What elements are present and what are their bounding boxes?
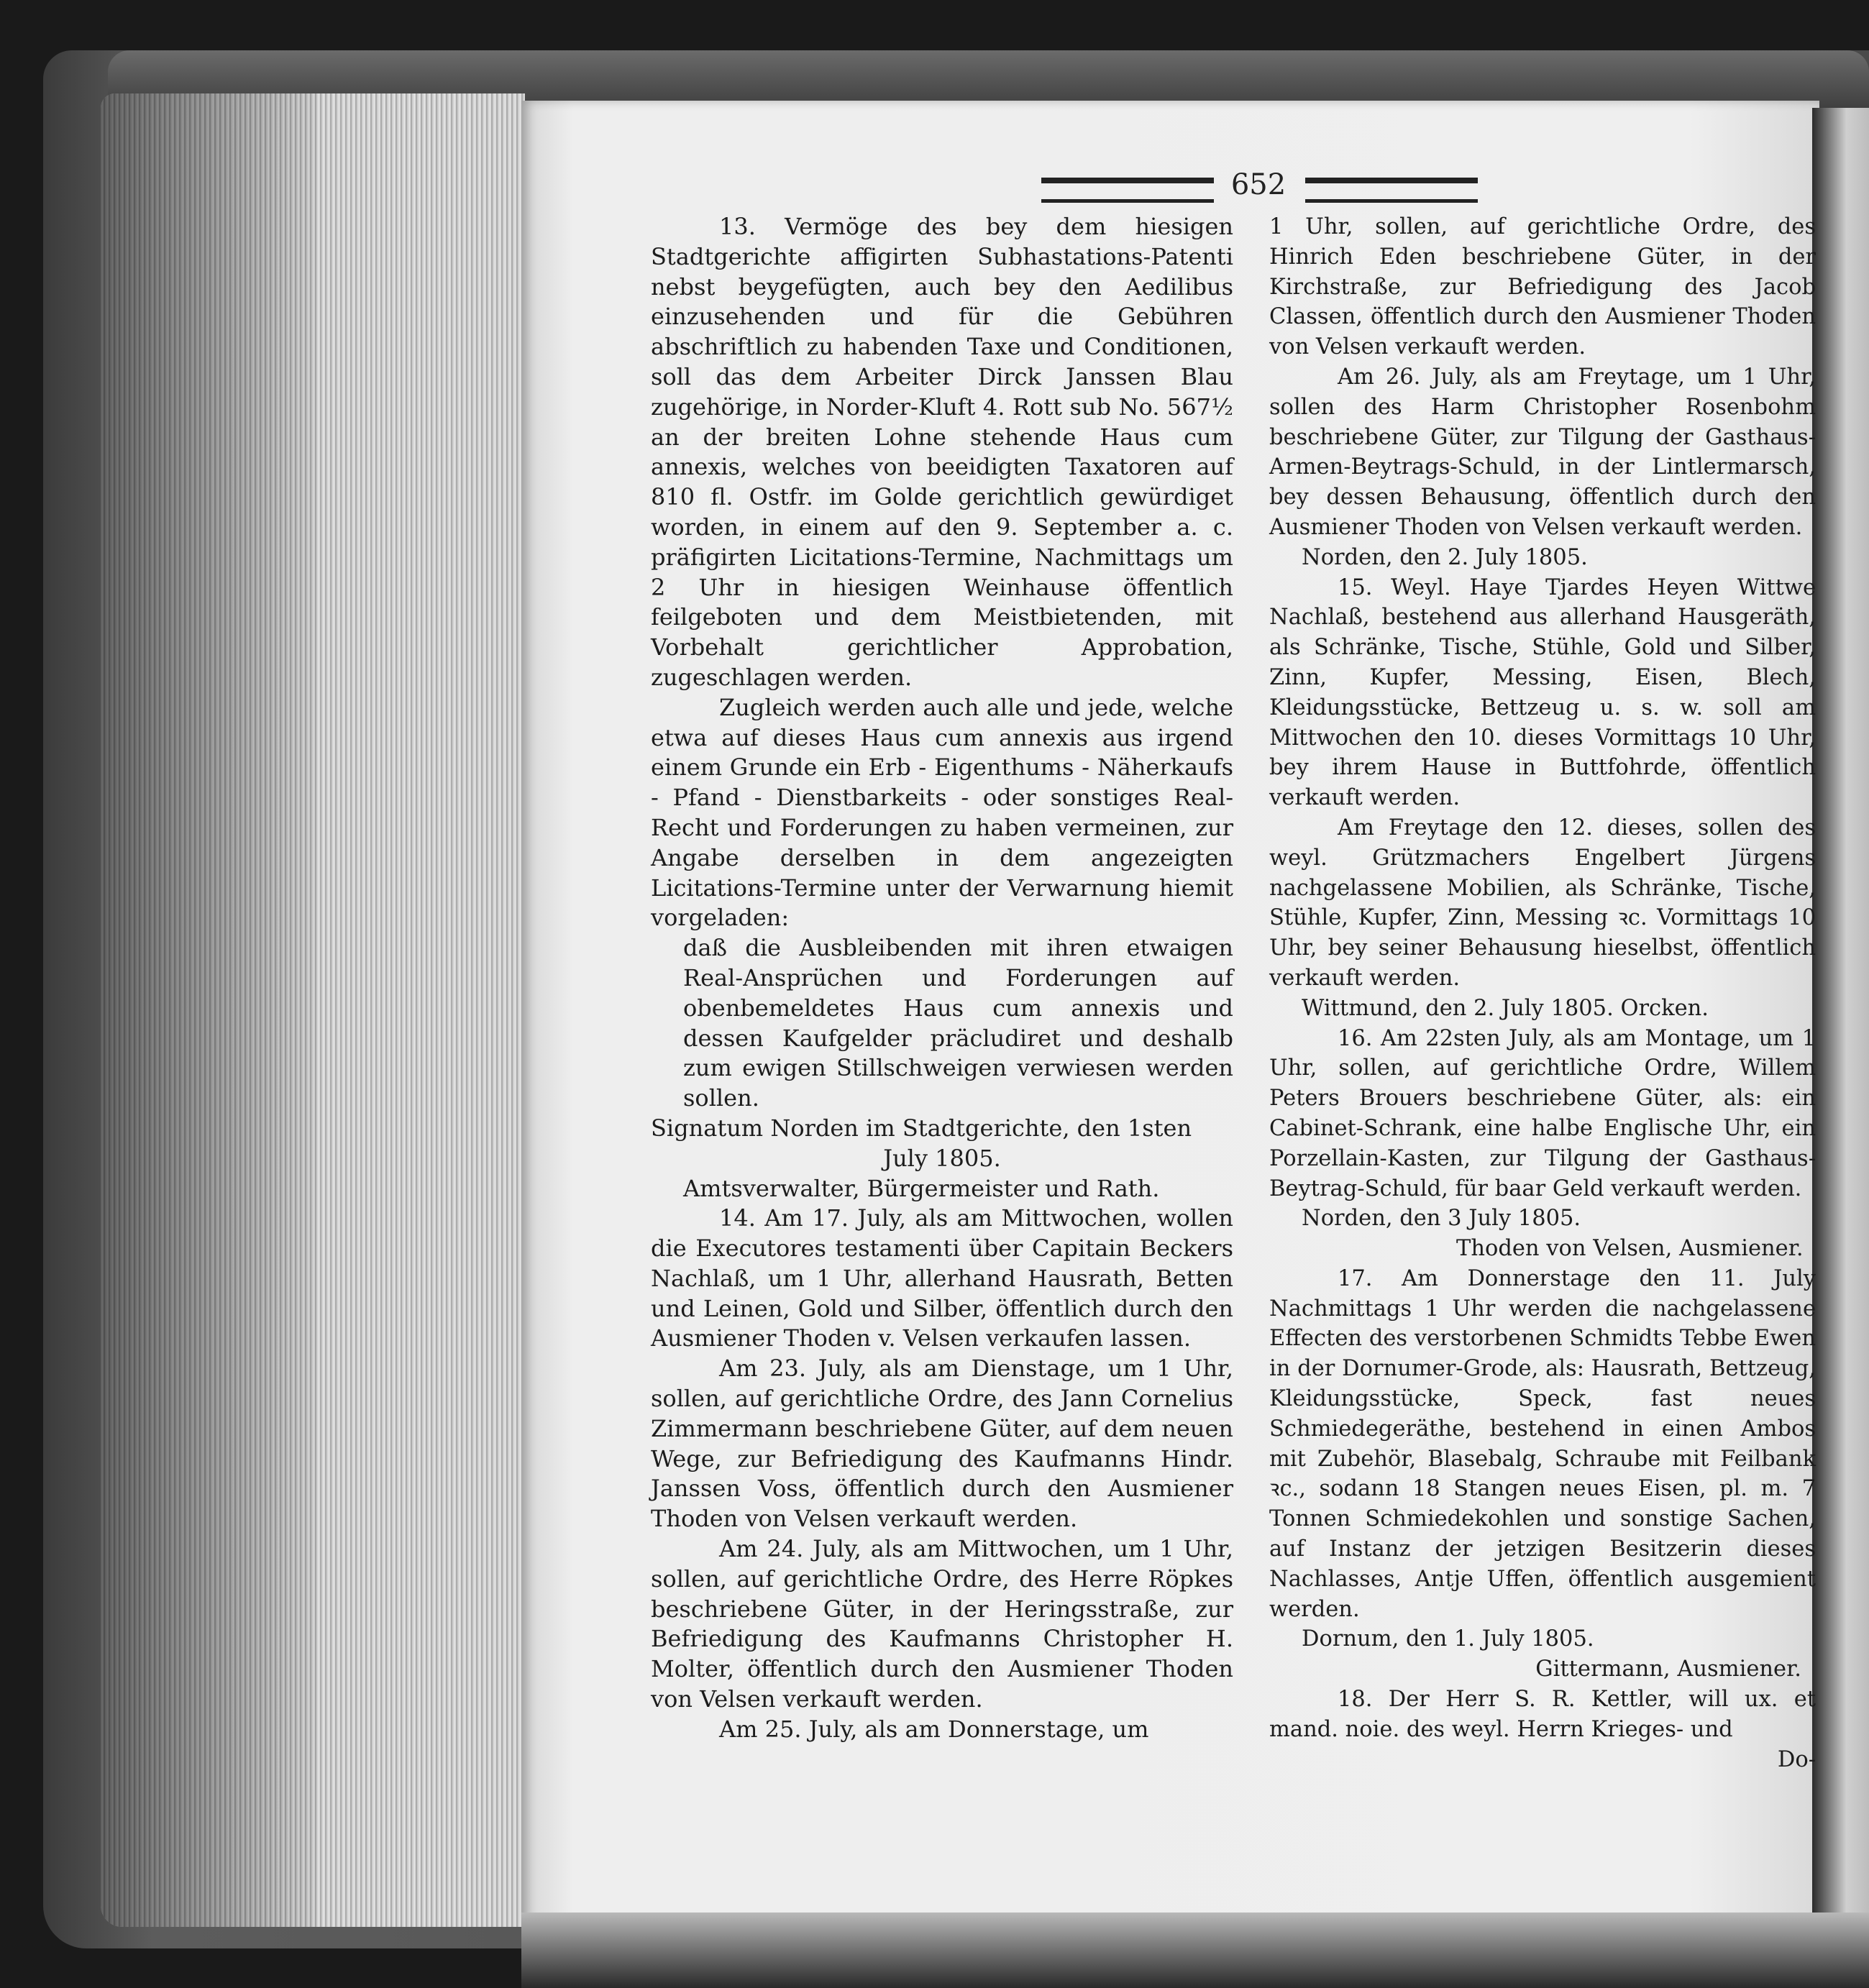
header-rule-left (1041, 178, 1214, 203)
bottom-shadow (521, 1913, 1869, 1988)
right-column-paragraph: Do- (1777, 1746, 1816, 1772)
header-rule-right (1305, 178, 1478, 203)
right-column-paragraph: 16. Am 22sten July, als am Montage, um 1 Uhr, sollen, auf gerichtliche Ordre, Willem Peters Brouers beschriebene Güter, als: ein Cabinet-Schrank, eine halbe Englische Uhr, ein Porzellain-Kasten, zur Tilgung der Gasthaus-Beytrag-Schuld, für baar Geld verkauft werden. (1269, 1025, 1816, 1201)
left-column-paragraph: Amtsverwalter, Bürgermeister und Rath. (683, 1174, 1160, 1202)
right-column-paragraph: 15. Weyl. Haye Tjardes Heyen Wittwe Nachlaß, bestehend aus allerhand Hausgeräth, als Schränke, Tische, Stühle, Gold und Silber, Zinn, Kupfer, Messing, Eisen, Blech, Kleidungsstücke, Bettzeug u. s. w. soll am Mittwochen den 10. dieses Vormittags 10 Uhr, bey ihrem Hause in Buttfohrde, öffentlich verkauft werden. (1269, 574, 1816, 811)
left-column-paragraph: Am 25. July, als am Donnerstage, um (719, 1715, 1149, 1743)
right-column-paragraph: Norden, den 2. July 1805. (1302, 544, 1588, 570)
right-column-paragraph: Wittmund, den 2. July 1805. Orcken. (1302, 995, 1709, 1021)
right-column-paragraph: 17. Am Donnerstage den 11. July Nachmittags 1 Uhr werden die nachgelassene Effecten des verstorbenen Schmidts Tebbe Ewen in der Dornumer-Grode, als: Hausrath, Bettzeug, Kleidungsstücke, Speck, fast neues Schmiedegeräthe, bestehend in einen Ambos mit Zubehör, Blasebalg, Schraube mit Feilbank ꝛc., sodann 18 Stangen neues Eisen, pl. m. 7 Tonnen Schmiedekohlen und sonstige Sachen, auf Instanz der jetzigen Besitzerin dieses Nachlasses, Antje Uffen, öffentlich ausgemient werden. (1269, 1265, 1816, 1622)
left-column-paragraph: Am 23. July, als am Dienstage, um 1 Uhr, sollen, auf gerichtliche Ordre, des Jann Cornelius Zimmermann beschriebene Güter, auf dem neuen Wege, zur Befriedigung des Kaufmanns Hindr. Janssen Voss, öffentlich durch den Ausmiener Thoden von Velsen verkauft werden. (651, 1355, 1233, 1533)
right-column-paragraph: Dornum, den 1. July 1805. (1302, 1626, 1594, 1652)
left-column-paragraph: daß die Ausbleibenden mit ihren etwaigen Real-Ansprüchen und Forderungen auf obenbemeldetes Haus cum annexis und dessen Kaufgelder präcludiret und deshalb zum ewigen Stillschweigen verwiesen werden sollen. (683, 934, 1233, 1112)
left-column-paragraph: July 1805. (883, 1144, 1001, 1172)
page-edges-shadow (101, 93, 316, 1927)
page-number: 652 (1230, 168, 1287, 201)
right-column-paragraph: Gittermann, Ausmiener. (1535, 1657, 1801, 1682)
right-column-paragraph: Am 26. July, als am Freytage, um 1 Uhr, sollen des Harm Christopher Rosenbohm beschriebene Güter, zur Tilgung der Gasthaus-Armen-Beytrags-Schuld, in der Lintlermarsch, bey dessen Behausung, öffentlich durch den Ausmiener Thoden von Velsen verkauft werden. (1269, 364, 1816, 540)
right-column-paragraph: 18. Der Herr S. R. Kettler, will ux. et mand. noie. des weyl. Herrn Krieges- und (1269, 1687, 1816, 1742)
left-column-paragraph: Am 24. July, als am Mittwochen, um 1 Uhr, sollen, auf gerichtliche Ordre, des Herre Röpkes beschriebene Güter, in der Heringsstraße, zur Befriedigung des Kaufmanns Christopher H. Molter, öffentlich durch den Ausmiener Thoden von Velsen verkauft werden. (651, 1535, 1233, 1713)
right-column-paragraph: 1 Uhr, sollen, auf gerichtliche Ordre, des Hinrich Eden beschriebene Güter, in der Kirchstraße, zur Befriedigung des Jacob Classen, öffentlich durch den Ausmiener Thoden von Velsen verkauft werden. (1269, 214, 1816, 360)
right-text-column (1269, 212, 1816, 1923)
left-text-column (651, 212, 1233, 1923)
left-column-paragraph: 13. Vermöge des bey dem hiesigen Stadtgerichte affigirten Subhastations-Patenti nebst beygefügten, auch bey den Aedilibus einzusehenden und für die Gebühren abschriftlich zu habenden Taxe und Conditionen, soll das dem Arbeiter Dirck Janssen Blau zugehörige, in Norder-Kluft 4. Rott sub No. 567½ an der breiten Lohne stehende Haus cum annexis, welches von beeidigten Taxatoren auf 810 fl. Ostfr. im Golde gerichtlich gewürdiget worden, in einem auf den 9. September a. c. präfigirten Licitations-Termine, Nachmittags um 2 Uhr in hiesigen Weinhause öffentlich feilgeboten und dem Meistbietenden, mit Vorbehalt gerichtlicher Approbation, zugeschlagen werden. (651, 213, 1233, 691)
right-column-paragraph: Thoden von Velsen, Ausmiener. (1456, 1236, 1804, 1262)
left-column-paragraph: Zugleich werden auch alle und jede, welche etwa auf dieses Haus cum annexis aus irgend einem Grunde ein Erb - Eigenthums - Näherkaufs - Pfand - Dienstbarkeits - oder sonstiges Real-Recht und Forderungen zu haben vermeinen, zur Angabe derselben in dem angezeigten Licitations-Termine unter der Verwarnung hiemit vorgeladen: (651, 693, 1233, 932)
left-column-paragraph: 14. Am 17. July, als am Mittwochen, wollen die Executores testamenti über Capitain Beckers Nachlaß, um 1 Uhr, allerhand Hausrath, Betten und Leinen, Gold und Silber, öffentlich durch den Ausmiener Thoden v. Velsen verkaufen lassen. (651, 1204, 1233, 1352)
right-column-paragraph: Am Freytage den 12. dieses, sollen des weyl. Grützmachers Engelbert Jürgens nachgelassene Mobilien, als Schränke, Tische, Stühle, Kupfer, Zinn, Messing ꝛc. Vormittags 10 Uhr, bey seiner Behausung hieselbst, öffentlich verkauft werden. (1269, 815, 1816, 991)
right-column-paragraph: Norden, den 3 July 1805. (1302, 1206, 1581, 1232)
book-gutter (1812, 108, 1869, 1938)
left-column-paragraph: Signatum Norden im Stadtgerichte, den 1sten (651, 1114, 1192, 1142)
